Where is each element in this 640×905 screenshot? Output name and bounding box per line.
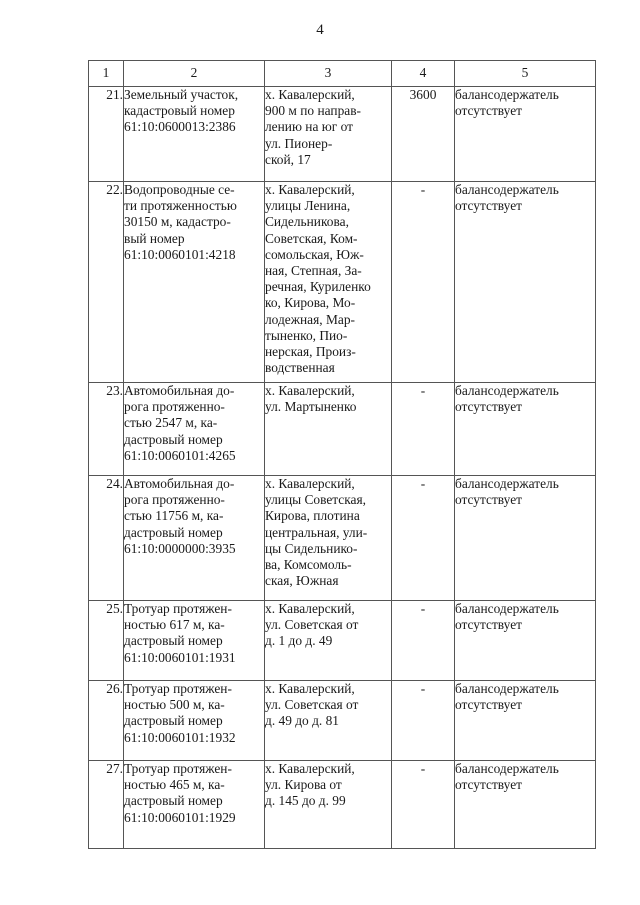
holder-line: балансодержатель — [455, 383, 559, 398]
object-name-line: 61:10:0060101:1931 — [124, 649, 236, 665]
row-number: 23. — [89, 383, 124, 476]
address-line: Сидельникова, — [265, 214, 349, 230]
object-name-cell — [124, 87, 265, 182]
table-row — [89, 681, 596, 761]
object-name-line: рога протяженно- — [124, 399, 225, 415]
object-name-cell — [124, 681, 265, 761]
holder-line: балансодержатель — [455, 601, 559, 616]
holder-cell — [455, 476, 596, 601]
object-name-line: Тротуар протяжен- — [124, 681, 232, 696]
object-name-line: ностью 465 м, ка- — [124, 777, 225, 793]
address-line: 900 м по направ- — [265, 103, 361, 119]
address-line: ва, Комсомоль- — [265, 557, 352, 573]
object-name-line: ностью 617 м, ка- — [124, 617, 225, 633]
holder-line: отсутствует — [455, 399, 522, 415]
holder-line: отсутствует — [455, 198, 522, 214]
address-cell — [265, 383, 392, 476]
address-line: речная, Куриленко — [265, 279, 371, 295]
header-col-2: 2 — [124, 61, 265, 87]
object-name-line: вый номер — [124, 230, 185, 246]
area-value: - — [392, 681, 455, 761]
address-line: х. Кавалерский, — [265, 761, 355, 776]
page-number: 4 — [316, 22, 324, 38]
object-name-line: стью 11756 м, ка- — [124, 508, 224, 524]
address-line: х. Кавалерский, — [265, 87, 355, 102]
address-line: д. 49 до д. 81 — [265, 713, 340, 729]
object-name-line: 61:10:0000000:3935 — [124, 540, 236, 556]
object-name-line: Водопроводные се- — [124, 182, 235, 197]
row-number: 22. — [89, 182, 124, 383]
address-line: улицы Ленина, — [265, 198, 351, 214]
holder-line: балансодержатель — [455, 761, 559, 776]
holder-line: балансодержатель — [455, 182, 559, 197]
address-cell — [265, 476, 392, 601]
address-cell — [265, 87, 392, 182]
address-line: тыненко, Пио- — [265, 327, 348, 343]
holder-line: отсутствует — [455, 777, 522, 793]
holder-line: балансодержатель — [455, 476, 559, 491]
address-cell — [265, 761, 392, 849]
address-line: ул. Кирова от — [265, 777, 342, 793]
object-name-line: 61:10:0060101:1929 — [124, 809, 236, 825]
object-name-line: 30150 м, кадастро- — [124, 214, 231, 230]
address-line: Советская, Ком- — [265, 230, 358, 246]
address-line: сомольская, Юж- — [265, 246, 364, 262]
object-name-line: 61:10:0060101:4265 — [124, 447, 236, 463]
header-col-4: 4 — [392, 61, 455, 87]
address-line: ул. Советская от — [265, 697, 359, 713]
table-row — [89, 383, 596, 476]
area-value: 3600 — [392, 87, 455, 182]
object-name-line: 61:10:0060101:4218 — [124, 246, 236, 262]
holder-line: отсутствует — [455, 617, 522, 633]
object-name-line: дастровый номер — [124, 633, 223, 649]
holder-line: отсутствует — [455, 492, 522, 508]
row-number: 24. — [89, 476, 124, 601]
object-name-line: кадастровый номер — [124, 103, 235, 119]
table-row — [89, 761, 596, 849]
area-value: - — [392, 383, 455, 476]
address-cell — [265, 182, 392, 383]
address-line: ул. Советская от — [265, 617, 359, 633]
table-header-row — [89, 61, 596, 87]
object-name-cell — [124, 182, 265, 383]
holder-cell — [455, 87, 596, 182]
object-name-line: стью 2547 м, ка- — [124, 415, 218, 431]
address-line: д. 1 до д. 49 — [265, 633, 333, 649]
address-line: х. Кавалерский, — [265, 182, 355, 197]
holder-line: балансодержатель — [455, 87, 559, 102]
row-number: 25. — [89, 601, 124, 681]
property-registry-table — [88, 60, 596, 849]
object-name-line: Тротуар протяжен- — [124, 601, 232, 616]
header-col-3: 3 — [265, 61, 392, 87]
object-name-line: дастровый номер — [124, 524, 223, 540]
holder-cell — [455, 383, 596, 476]
object-name-line: дастровый номер — [124, 793, 223, 809]
address-line: ко, Кирова, Мо- — [265, 295, 356, 311]
address-line: ная, Степная, За- — [265, 263, 362, 279]
address-line: д. 145 до д. 99 — [265, 793, 346, 809]
object-name-cell — [124, 383, 265, 476]
table-row — [89, 182, 596, 383]
header-col-5: 5 — [455, 61, 596, 87]
area-value: - — [392, 601, 455, 681]
object-name-line: дастровый номер — [124, 431, 223, 447]
address-line: х. Кавалерский, — [265, 476, 355, 491]
table-row — [89, 601, 596, 681]
object-name-line: ностью 500 м, ка- — [124, 697, 225, 713]
object-name-line: 61:10:0600013:2386 — [124, 119, 236, 135]
address-line: х. Кавалерский, — [265, 681, 355, 696]
object-name-line: рога протяженно- — [124, 492, 225, 508]
object-name-cell — [124, 476, 265, 601]
object-name-line: Автомобильная до- — [124, 383, 235, 398]
address-line: х. Кавалерский, — [265, 601, 355, 616]
address-line: нерская, Произ- — [265, 344, 356, 360]
address-line: лодежная, Мар- — [265, 311, 355, 327]
address-line: х. Кавалерский, — [265, 383, 355, 398]
object-name-cell — [124, 761, 265, 849]
object-name-line: 61:10:0060101:1932 — [124, 729, 236, 745]
address-line: улицы Советская, — [265, 492, 366, 508]
holder-line: отсутствует — [455, 697, 522, 713]
address-line: ул. Пионер- — [265, 135, 333, 151]
holder-cell — [455, 761, 596, 849]
row-number: 21. — [89, 87, 124, 182]
address-line: ул. Мартыненко — [265, 399, 357, 415]
row-number: 26. — [89, 681, 124, 761]
area-value: - — [392, 476, 455, 601]
object-name-line: дастровый номер — [124, 713, 223, 729]
address-line: ская, Южная — [265, 573, 339, 589]
address-line: ской, 17 — [265, 151, 311, 167]
holder-cell — [455, 681, 596, 761]
object-name-line: Тротуар протяжен- — [124, 761, 232, 776]
address-line: центральная, ули- — [265, 524, 368, 540]
address-line: Кирова, плотина — [265, 508, 360, 524]
table-row — [89, 87, 596, 182]
object-name-cell — [124, 601, 265, 681]
header-col-1: 1 — [89, 61, 124, 87]
address-cell — [265, 681, 392, 761]
object-name-line: Автомобильная до- — [124, 476, 235, 491]
holder-line: отсутствует — [455, 103, 522, 119]
holder-cell — [455, 182, 596, 383]
holder-line: балансодержатель — [455, 681, 559, 696]
holder-cell — [455, 601, 596, 681]
address-cell — [265, 601, 392, 681]
row-number: 27. — [89, 761, 124, 849]
address-line: лению на юг от — [265, 119, 353, 135]
address-line: водственная — [265, 360, 335, 376]
area-value: - — [392, 182, 455, 383]
table-row — [89, 476, 596, 601]
object-name-line: Земельный участок, — [124, 87, 239, 102]
object-name-line: ти протяженностью — [124, 198, 237, 214]
area-value: - — [392, 761, 455, 849]
address-line: цы Сидельнико- — [265, 540, 358, 556]
